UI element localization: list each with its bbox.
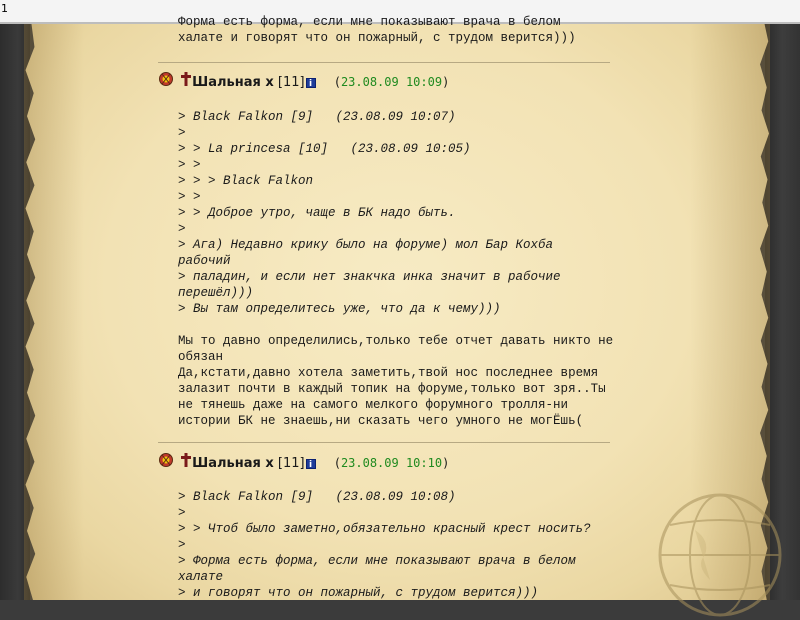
cross-align-icon[interactable] [180,452,192,475]
cross-align-icon[interactable] [180,71,192,94]
clan-emblem-icon[interactable] [158,452,176,475]
user-level: [11] [277,75,305,90]
info-icon[interactable]: i [306,78,316,88]
post-header [158,71,598,91]
post-timestamp: (23.08.09 10:09) [333,75,450,89]
info-icon[interactable]: i [306,459,316,469]
post-quote: > Black Falkon [9] (23.08.09 10:07) > > > La princesa [10] (23.08.09 10:05) > > > > > Black Falkon > > > > Доброе утро, чаще в БК надо быть. > > Ага) Недавно крику было на форуме) мол Бар Кохба рабочий > паладин, и если нет знакчка инка значит в рабочие перешёл))) > Вы там определитесь уже, что да к чему))) [178,110,561,316]
post-timestamp: (23.08.09 10:10) [333,456,450,470]
user-level: [11] [277,456,305,471]
post-quote: > Black Falkon [9] (23.08.09 10:08) > > > Чтоб было заметно,обязательно красный крест носить? > > Форма есть форма, если мне показывают врача в белом халате > и говорят что он пожарный, с трудом верится))) [178,490,591,600]
user-name[interactable]: Шальная x [192,75,274,90]
browser-top-text: 1 [1,2,8,15]
user-name[interactable]: Шальная x [192,456,274,471]
clan-emblem-icon[interactable] [158,71,176,94]
post-divider [158,442,610,443]
post-divider [158,62,610,63]
post-header [158,452,598,472]
timestamp-value: 23.08.09 10:09 [340,75,443,89]
post-reply: Мы то давно определились,только тебе отчет давать никто не обязан Да,кстати,давно хотела заметить,твой нос последнее время залазит почти в каждый топик на форуме,только вот зря..Ты не тянешь даже на самого мелкого форумного тролля-ни истории БК не знаешь,ни сказать чего умного не могЁшь( [178,334,614,428]
right-dark-border [765,24,800,600]
left-dark-border [0,24,30,600]
top-post-text: Форма есть форма, если мне показывают врача в белом халате и говорят что он пожарный, с трудом верится))) [178,15,576,45]
timestamp-value: 23.08.09 10:10 [340,456,443,470]
